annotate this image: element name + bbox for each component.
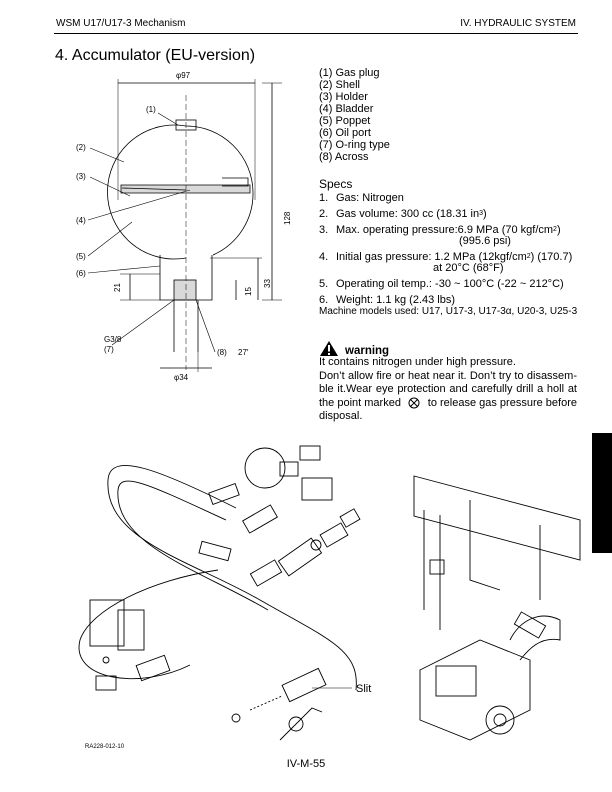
warning-line-part: to release gas pressure before xyxy=(427,396,577,409)
models-line: Machine models used: U17, U17-3, U17-3α, U20-3, U25-3 xyxy=(319,306,578,317)
warning-line-part: the point marked xyxy=(319,396,401,409)
spec-num: 1. xyxy=(319,192,329,204)
spec-text: Gas volume: 300 cc (18.31 in xyxy=(336,208,480,220)
part-item: (1) Gas plug xyxy=(319,67,380,79)
spec-text: Weight: 1.1 kg (2.43 lbs) xyxy=(336,294,456,306)
callout-7: (7) xyxy=(104,345,114,354)
angle-label: 27′ xyxy=(238,348,249,357)
spec-text: Initial gas pressure: 1.2 MPa (12kgf/cm xyxy=(336,251,527,263)
specs-heading: Specs xyxy=(319,177,353,191)
warning-line: It contains nitrogen under high pressure. xyxy=(319,356,516,368)
spec-continuation: (995.6 psi) xyxy=(459,235,511,247)
spec-sup: 2 xyxy=(526,253,531,260)
part-item: (6) Oil port xyxy=(319,127,371,139)
spec-num: 6. xyxy=(319,294,329,306)
slit-label: Slit xyxy=(356,683,372,695)
callout-8: (8) xyxy=(217,348,227,357)
page-number: IV-M-55 xyxy=(286,758,326,770)
spec-tail: ) xyxy=(556,224,561,236)
spec-text: Gas: Nitrogen xyxy=(336,192,404,204)
warning-title-text: warning xyxy=(345,345,390,357)
callout-6: (6) xyxy=(76,269,86,278)
header-right: IV. HYDRAULIC SYSTEM xyxy=(460,18,576,29)
dim-dia34: φ34 xyxy=(174,373,189,382)
spec-continuation: at 20°C (68°F) xyxy=(433,262,504,274)
part-item: (4) Bladder xyxy=(319,103,374,115)
warning-line: ble it.Wear eye protection and carefully drill a holl at xyxy=(319,383,577,395)
section-title: 4. Accumulator (EU-version) xyxy=(55,47,256,64)
spec-num: 3. xyxy=(319,224,329,236)
callout-5: (5) xyxy=(76,252,86,261)
dim-21: 21 xyxy=(113,283,122,292)
spec-tail: ) xyxy=(482,208,487,220)
spec-num: 5. xyxy=(319,278,329,290)
part-item: (7) O-ring type xyxy=(319,139,390,151)
warning-line: disposal. xyxy=(319,410,363,422)
part-item: (5) Poppet xyxy=(319,115,371,127)
spec-text: Operating oil temp.: -30 ~ 100°C (-22 ~ 212°C) xyxy=(336,278,564,290)
spec-sup: 2 xyxy=(553,226,557,233)
callout-1: (1) xyxy=(146,105,156,114)
dim-dia97: φ97 xyxy=(176,71,191,80)
part-item: (2) Shell xyxy=(319,79,360,91)
header-left: WSM U17/U17-3 Mechanism xyxy=(56,18,186,29)
spec-tail: ) (170.7) xyxy=(530,251,573,263)
spec-num: 4. xyxy=(319,251,329,263)
dim-128: 128 xyxy=(283,211,292,225)
callout-2: (2) xyxy=(76,143,86,152)
figure-code: RA228-012-10 xyxy=(85,744,125,750)
dim-33: 33 xyxy=(263,279,272,288)
callout-3: (3) xyxy=(76,172,86,181)
spec-sup: 3 xyxy=(479,210,483,217)
thread-label: G3/8 xyxy=(104,335,122,344)
warning-line: Don’t allow fire or heat near it. Don’t try to disassem- xyxy=(319,369,577,382)
spec-num: 2. xyxy=(319,208,329,220)
dim-15: 15 xyxy=(244,287,253,296)
callout-4: (4) xyxy=(76,216,86,225)
spec-text: Max. operating pressure:6.9 MPa (70 kgf/cm xyxy=(336,224,554,236)
part-item: (3) Holder xyxy=(319,91,368,103)
part-item: (8) Across xyxy=(319,151,369,163)
